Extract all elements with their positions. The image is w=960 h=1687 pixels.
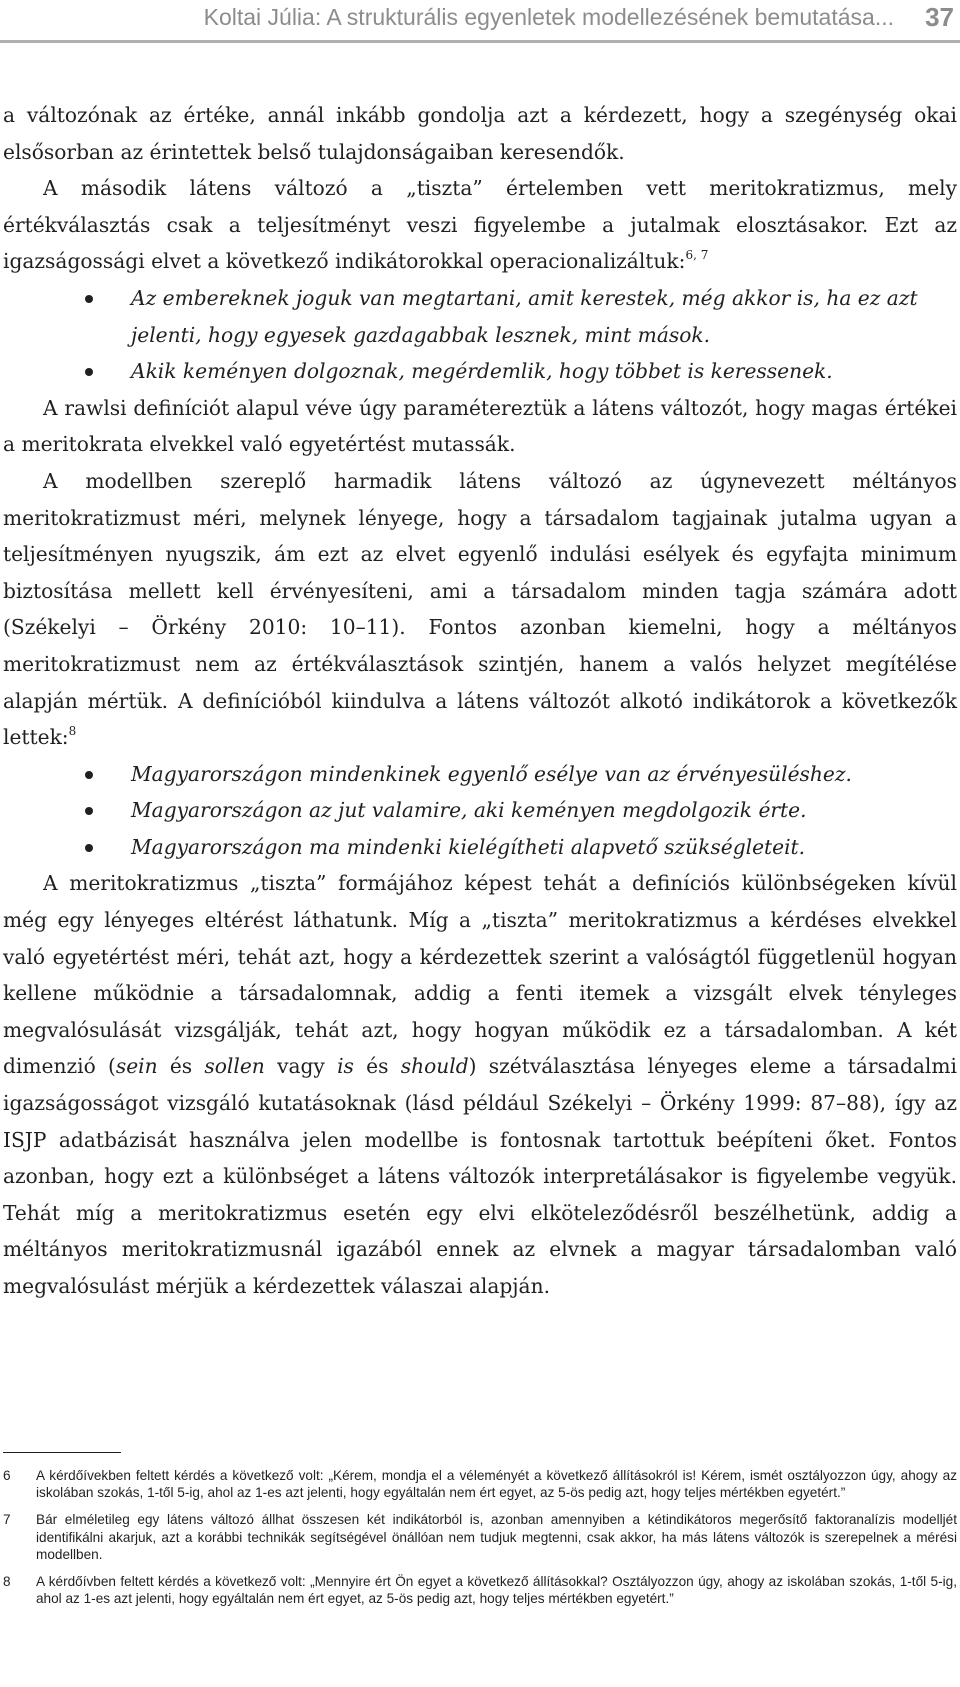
list-item: Akik keményen dolgoznak, megérdemlik, hogy többet is keressenek. (3, 353, 957, 390)
bullet-list (3, 756, 957, 866)
list-item: Magyarországon az jut valamire, aki keményen megdolgozik érte. (3, 792, 957, 829)
footnote-ref: 8 (68, 724, 77, 739)
footnote (3, 1573, 957, 1607)
footnote-number: 6 (3, 1468, 11, 1483)
paragraph: A második látens változó a „tiszta” értelemben vett meritokratizmus, mely értékválasztás csak a teljesítményt veszi figyelembe a jutalmak elosztásakor. Ezt az igazságossági elvet a következő indikátorokkal operacionalizáltuk:$^{6, 7}$ (3, 176, 957, 274)
page-number: 37 (925, 2, 954, 32)
footnote-ref: 6, 7 (685, 248, 709, 263)
bullet-list (3, 280, 957, 390)
list-item: Az embereknek joguk van megtartani, amit kerestek, még akkor is, ha ez azt jelenti, hogy egyesek gazdagabbak lesznek, mint mások. (3, 280, 957, 353)
bullet-icon (85, 844, 93, 852)
body-text (3, 97, 957, 1305)
footnote-text: A kérdőívekben feltett kérdés a következő volt: „Kérem, mondja el a véleményét a következő állításokról is! Kérem, ismét osztályozzon úgy, ahogy az iskolában szokás, 1-től 5-ig, ahol az 1-es azt jelenti, hogy egyáltalán nem ért egyet, az 5-ös pedig azt, hogy teljes mértékben egyetért.” (36, 1468, 957, 1501)
footnote-number: 8 (3, 1574, 11, 1590)
bullet-icon (85, 368, 93, 376)
footnote-divider (3, 1452, 121, 1453)
footnote-text: A kérdőívben feltett kérdés a következő volt: „Mennyire ért Ön egyet a következő állításokkal? Osztályozzon úgy, ahogy az iskolában szokás, 1-től 5-ig, ahol az 1-es azt jelenti, hogy egyáltalán nem ért egyet, az 5-ös pedig azt, hogy teljes mértékben egyetért.” (36, 1574, 957, 1607)
footnotes (3, 1467, 957, 1617)
paragraph: a változónak az értéke, annál inkább gondolja azt a kérdezett, hogy a szegénység okai elsősorban az érintettek belső tulajdonságaiban keresendők. (3, 103, 957, 164)
footnote (3, 1467, 957, 1501)
bullet-icon (85, 771, 93, 779)
footnote-text: Bár elméletileg egy látens változó állhat összesen két indikátorból is, azonban amennyiben a kétindikátoros megerősítő faktoranalízis modelljét identifikálni akarjuk, azt a korábbi technikák segítségével önállóan nem tudjuk megtenni, csak akkor, ha más látens változók is szerepelnek a mérési modellben. (36, 1512, 957, 1562)
footnote-number: 7 (3, 1512, 11, 1528)
bullet-icon (85, 295, 93, 303)
running-header (0, 0, 960, 44)
paragraph: A modellben szereplő harmadik látens változó az úgynevezett méltányos meritokratizmust méri, melynek lényege, hogy a társadalom tagjainak jutalma ugyan a teljesítményen nyugszik, ám ezt az elvet egyenlő indulási esélyek és egyfajta minimum biztosítása mellett kell érvényesíteni, ami a társadalom minden tagja számára adott (Székelyi – Örkény 2010: 10–11). Fontos azonban kiemelni, hogy a méltányos meritokratizmust nem az értékválasztások szintjén, hanem a valós helyzet megítélése alapján mértük. A definícióból kiindulva a látens változót alkotó indikátorok a következők lettek:$^8$ (3, 468, 957, 750)
list-item: Magyarországon ma mindenki kielégítheti alapvető szükségleteit. (3, 829, 957, 866)
bullet-icon (85, 807, 93, 815)
header-divider (0, 40, 960, 43)
running-title: Koltai Júlia: A strukturális egyenletek modellezésének bemutatása... (203, 4, 894, 30)
paragraph: A meritokratizmus „tiszta” formájához képest tehát a definíciós különbségeken kívül még egy lényeges eltérést láthatunk. Míg a „tiszta” meritokratizmus a kérdéses elvekkel való egyetértést méri, tehát azt, hogy a kérdezettek szerint a valóságtól függetlenül hogyan kellene működnie a társadalomnak, addig a fenti itemek a vizsgált elvek tényleges megvalósulását vizsgálják, tehát azt, hogy hogyan működik ez a társadalomban. A két dimenzió (sein és sollen vagy is és should) szétválasztása lényeges eleme a társadalmi igazságosságot vizsgáló kutatásoknak (lásd például Székelyi – Örkény 1999: 87–88), így az ISJP adatbázisát használva jelen modellbe is fontosnak tartottuk beépíteni őket. Fontos azonban, hogy ezt a különbséget a látens változók interpretálásakor is figyelembe vegyük. Tehát míg a meritokratizmus esetén egy elvi elköteleződésről beszélhetünk, addig a méltányos meritokratizmusnál igazából ennek az elvnek a magyar társadalomban való megvalósulást mérjük a kérdezettek válaszai alapján. (3, 871, 957, 1298)
footnote (3, 1511, 957, 1563)
list-item: Magyarországon mindenkinek egyenlő esélye van az érvényesüléshez. (3, 756, 957, 793)
paragraph: A rawlsi definíciót alapul véve úgy paramétereztük a látens változót, hogy magas értékei a meritokrata elvekkel való egyetértést mutassák. (3, 395, 957, 457)
